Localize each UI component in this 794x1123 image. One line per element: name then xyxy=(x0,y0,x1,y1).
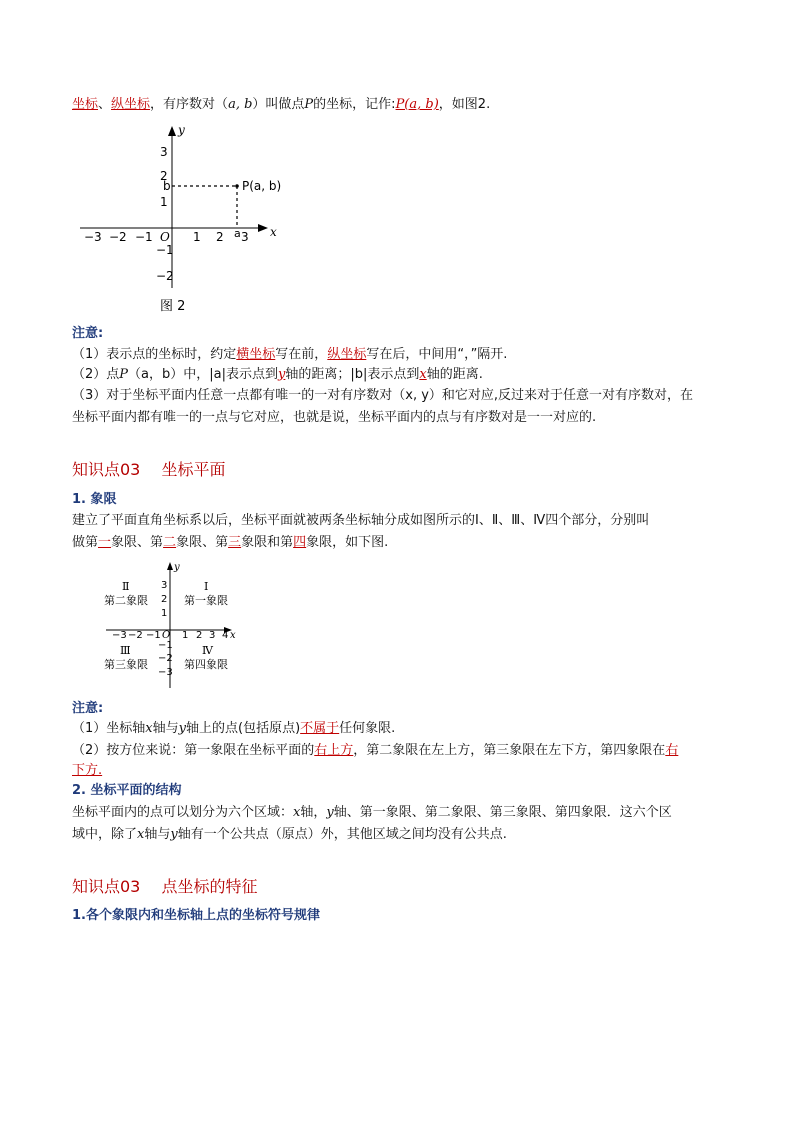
intro-line: 坐标、纵坐标，有序数对（a, b）叫做点P的坐标，记作:P(a, b)，如图2. xyxy=(72,97,491,112)
subheading-quadrants: 1. 象限 xyxy=(72,492,117,507)
quadrant-4-name: 第四象限 xyxy=(184,658,228,671)
note2-item-2-cont: 下方. xyxy=(72,763,103,778)
svg-text:3: 3 xyxy=(161,580,168,591)
quadrant-3-name: 第三象限 xyxy=(104,658,148,671)
quadrant-2-numeral: Ⅱ xyxy=(122,580,130,593)
subheading-sign-rules: 1.各个象限内和坐标轴上点的坐标符号规律 xyxy=(72,908,320,923)
quadrant-1-name: 第一象限 xyxy=(184,594,228,607)
svg-text:O: O xyxy=(162,630,171,641)
note2-item-2: （2）按方位来说：第一象限在坐标平面的右上方，第二象限在左上方，第三象限在左下方，第四象限在右 xyxy=(72,743,679,758)
svg-text:2: 2 xyxy=(161,594,168,605)
svg-text:−1: −1 xyxy=(146,630,161,641)
term-ordinate: 纵坐标 xyxy=(111,97,151,112)
quadrant-4-numeral: Ⅳ xyxy=(202,644,213,657)
note-item-2: （2）点P（a，b）中，|a|表示点到y轴的距离；|b|表示点到x轴的距离. xyxy=(72,367,483,382)
quadrant-1-numeral: Ⅰ xyxy=(204,580,209,593)
section-title-point-features: 知识点03 点坐标的特征 xyxy=(72,877,258,896)
svg-text:−3: −3 xyxy=(158,667,173,678)
figure-caption: 图 2 xyxy=(160,299,186,314)
structure-paragraph-line2: 域中，除了x轴与y轴有一个公共点（原点）外，其他区域之间均没有公共点. xyxy=(72,827,507,842)
y-tick: 2 xyxy=(160,169,168,183)
subheading-structure: 2. 坐标平面的结构 xyxy=(72,783,182,798)
x-tick: 2 xyxy=(216,230,224,244)
y-axis-arrow-icon xyxy=(167,562,173,570)
svg-text:4: 4 xyxy=(222,630,229,641)
term-abscissa: 坐标 xyxy=(72,97,99,112)
note-item-3: （3）对于坐标平面内任意一点都有唯一的一对有序数对（x, y）和它对应,反过来对于任意一对有序数对，在 xyxy=(72,388,694,403)
a-label: a xyxy=(234,227,241,240)
note-title: 注意: xyxy=(72,326,104,341)
quadrant-paragraph-line1: 建立了平面直角坐标系以后，坐标平面就被两条坐标轴分成如图所示的Ⅰ、Ⅱ、Ⅲ、Ⅳ四个部分，分别叫 xyxy=(72,513,650,528)
y-tick: 1 xyxy=(160,195,168,209)
structure-paragraph-line1: 坐标平面内的点可以划分为六个区域：x轴，y轴、第一象限、第二象限、第三象限、第四象限．这六个区 xyxy=(72,805,672,820)
svg-text:1: 1 xyxy=(182,630,189,641)
svg-text:−2: −2 xyxy=(128,630,143,641)
svg-text:−1: −1 xyxy=(158,640,173,651)
y-tick: −1 xyxy=(156,243,174,257)
point-p xyxy=(235,184,239,188)
origin-label: O xyxy=(160,230,170,244)
svg-text:y: y xyxy=(174,562,180,573)
quadrant-3-numeral: Ⅲ xyxy=(120,644,131,657)
x-tick: −2 xyxy=(109,230,127,244)
b-label: b xyxy=(163,179,171,193)
x-tick: −3 xyxy=(84,230,102,244)
note-title: 注意: xyxy=(72,701,104,716)
x-axis-arrow-icon xyxy=(258,224,268,232)
note-item-1: （1）表示点的坐标时，约定横坐标写在前，纵坐标写在后，中间用“，”隔开. xyxy=(72,347,508,362)
point-p-label: P(a, b) xyxy=(242,179,282,193)
x-tick: 1 xyxy=(193,230,201,244)
y-axis-arrow-icon xyxy=(168,126,176,136)
note-item-3-cont: 坐标平面内都有唯一的一点与它对应，也就是说，坐标平面内的点与有序数对是一一对应的. xyxy=(72,410,597,425)
svg-text:x: x xyxy=(230,630,236,641)
quadrant-paragraph-line2: 做第一象限、第二象限、第三象限和第四象限，如下图. xyxy=(72,535,389,550)
y-tick: 3 xyxy=(160,145,168,159)
svg-text:3: 3 xyxy=(209,630,216,641)
figure-quadrants xyxy=(100,558,250,690)
note2-item-1: （1）坐标轴x轴与y轴上的点(包括原点)不属于任何象限. xyxy=(72,721,396,736)
section-title-coordinate-plane: 知识点03 坐标平面 xyxy=(72,460,226,479)
quadrant-2-name: 第二象限 xyxy=(104,594,148,607)
svg-text:1: 1 xyxy=(161,608,168,619)
x-axis-label: x xyxy=(270,225,277,239)
svg-text:2: 2 xyxy=(196,630,203,641)
x-tick: 3 xyxy=(241,230,249,244)
y-axis-label: y xyxy=(178,123,185,137)
x-tick: −1 xyxy=(135,230,153,244)
svg-text:−2: −2 xyxy=(158,653,173,664)
notation-p-ab: P(a, b) xyxy=(395,97,439,112)
y-tick: −2 xyxy=(156,269,174,283)
figure-2-coordinate-plane xyxy=(72,120,292,320)
svg-text:−3: −3 xyxy=(112,630,127,641)
